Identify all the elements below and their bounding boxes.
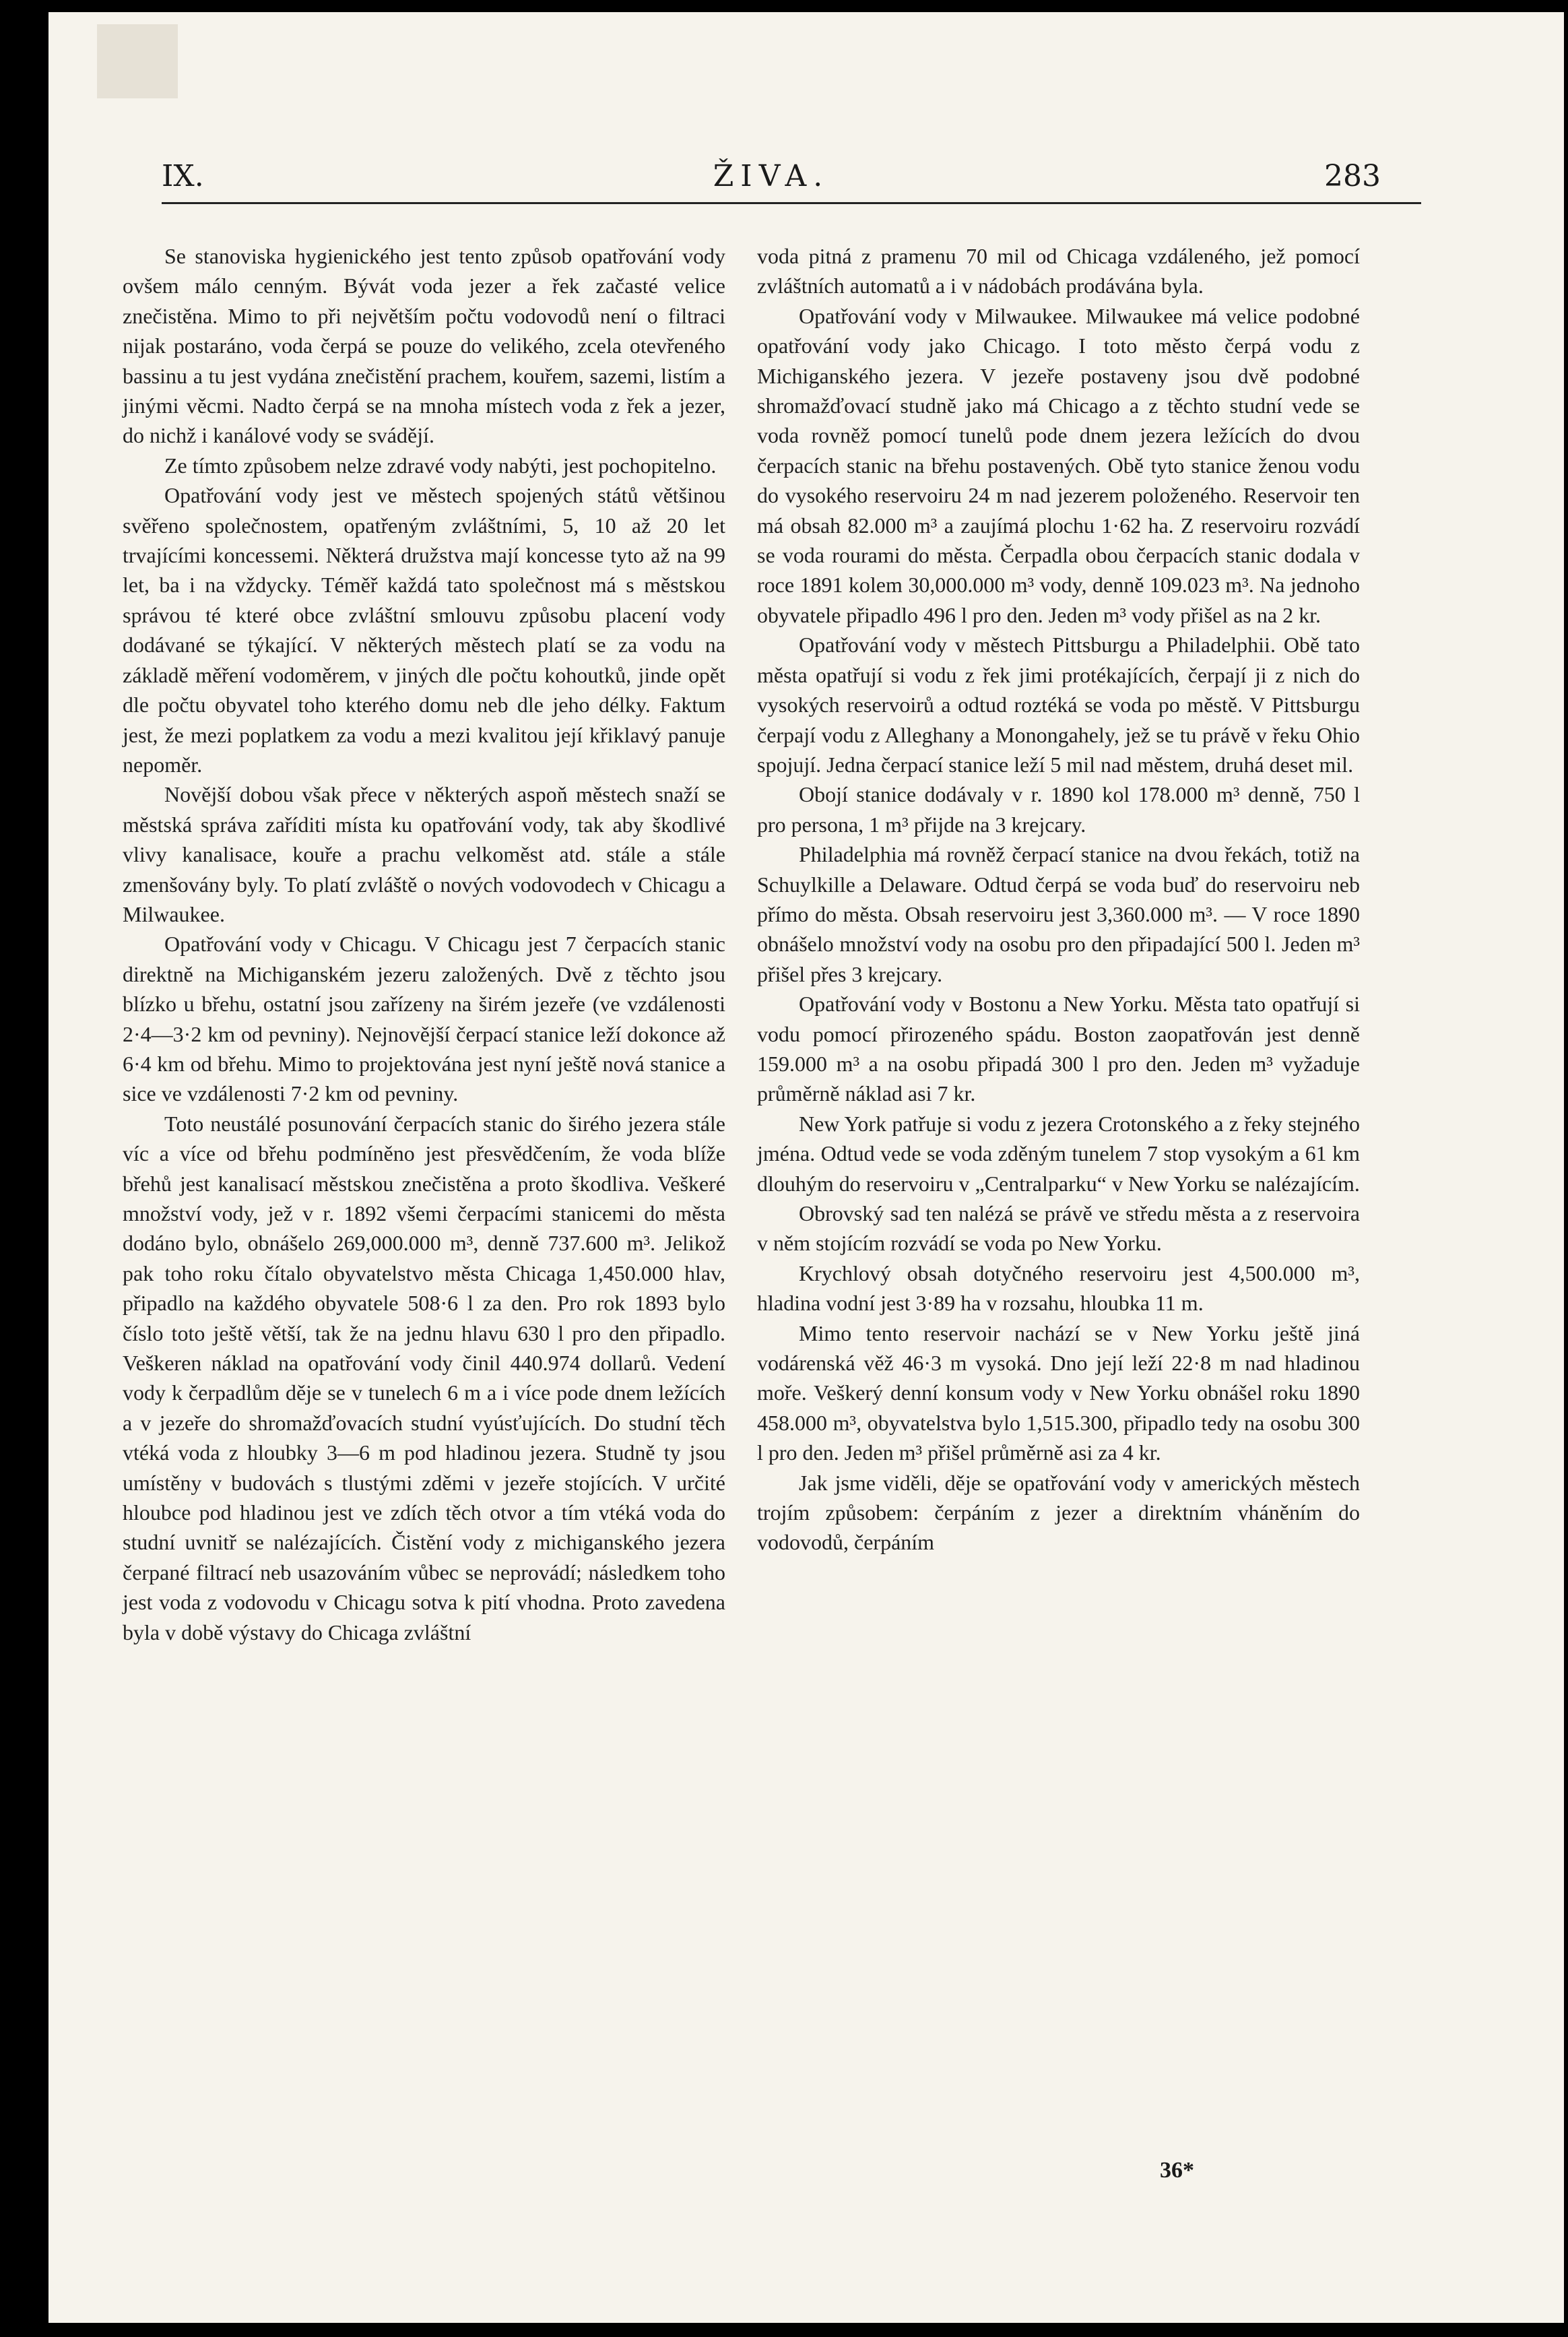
paragraph: Se stanoviska hygienického jest tento způsob opatřování vody ovšem málo cenným. Bývát voda jezer a řek začasté velice znečistěna. Mimo to při největším počtu vodovodů není o filtraci nijak postaráno, voda čerpá se pouze do velikého, zcela otevřeného bassinu a tu jest vydána znečistění prachem, kouřem, sazemi, listím a jinými věcmi. Nadto čerpá se na mnoha místech voda z řek a jezer, do nichž i kanálové vody se svádějí. [123, 244, 725, 448]
paragraph: Opatřování vody v Chicagu. V Chicagu jest 7 čerpacích stanic direktně na Michiganském jezeru založených. Dvě z těchto jsou blízko u břehu, ostatní jsou zařízeny na širém jezeře (ve vzdálenosti 2·4—3·2 km od pevniny). Nejnovější čerpací stanice leží dokonce až 6·4 km od břehu. Mimo to projektována jest nyní ještě nová stanice a sice ve vzdálenosti 7·2 km od pevniny. [123, 932, 725, 1106]
paragraph: Obrovský sad ten nalézá se právě ve středu města a z reservoira v něm stojícím rozvádí se voda po New Yorku. [757, 1201, 1360, 1256]
paragraph: Mimo tento reservoir nachází se v New Yorku ještě jiná vodárenská věž 46·3 m vysoká. Dno její leží 22·8 m nad hladinou moře. Veškerý denní konsum vody v New Yorku obnášel roku 1890 458.000 m³, obyvatelstva bylo 1,515.300, připadlo tedy na osobu 300 l pro den. Jeden m³ přišel průměrně asi za 4 kr. [757, 1320, 1360, 1465]
paragraph: Obojí stanice dodávaly v r. 1890 kol 178.000 m³ denně, 750 l pro persona, 1 m³ přijde na 3 krejcary. [757, 782, 1360, 837]
chapter-number: IX. [162, 159, 204, 193]
paragraph: voda pitná z pramenu 70 mil od Chicaga vzdáleného, jež pomocí zvláštních automatů a i v nádobách prodávána byla. [757, 244, 1360, 298]
signature-mark: 36* [1160, 2158, 1194, 2183]
paragraph: Toto neustálé posunování čerpacích stanic do širého jezera stále víc a více od břehu podmíněno jest přesvědčením, že voda blíže břehů jest kanalisací městskou znečistěna a proto škodliva. Veškeré množství vody, jež v r. 1892 všemi čerpacími stanicemi do města dodáno bylo, obnášelo 269,000.000 m³, denně 737.600 m³. Jelikož pak toho roku čítalo obyvatelstvo města Chicaga 1,450.000 hlav, připadlo na každého obyvatele 508·6 l za den. Pro rok 1893 bylo číslo toto ještě větší, tak že na jednu hlavu 630 l pro den připadlo. Veškeren náklad na opatřování vody činil 440.974 dollarů. Vedení vody k čerpadlům děje se v tunelech 6 m a i více pode dnem ležících a v jezeře do shromažďovacích studní vyúsťujících. Do studní těch vtéká voda z hloubky 3—6 m pod hladinou jezera. Studně ty jsou umístěny v budovách s tlustými zděmi v jezeře stojících. V určité hloubce pod hladinou jest ve zdích těch otvor a tím vtéká voda do studní uvnitř se nalézajících. Čistění vody z michiganského jezera čerpané filtrací neb usazováním vůbec se neprovádí; následkem toho jest voda z vodovodu v Chicagu sotva k pití vhodna. Proto zavedena byla v době výstavy do Chicaga zvláštní [123, 1111, 725, 1644]
right-column [757, 241, 1360, 1558]
paragraph: Opatřování vody jest ve městech spojených států většinou svěřeno společnostem, opatřeným zvláštními, 5, 10 až 20 let trvajícími koncessemi. Některá družstva mají koncesse tyto až na 99 let, ba i na vždycky. Téměř každá tato společnost má s městskou správou té které obce zvláštní smlouvu způsobu placení vody dodávané se týkající. V některých městech platí se za vodu na základě měření vodoměrem, v jiných dle počtu kohoutků, jinde opět dle počtu obyvatel toho kterého domu neb dle jeho délky. Faktum jest, že mezi poplatkem za vodu a mezi kvalitou její křiklavý panuje nepoměr. [123, 483, 725, 777]
paragraph: Krychlový obsah dotyčného reservoiru jest 4,500.000 m³, hladina vodní jest 3·89 ha v rozsahu, hloubka 11 m. [757, 1260, 1360, 1316]
paragraph: Philadelphia má rovněž čerpací stanice na dvou řekách, totiž na Schuylkille a Delaware. Odtud čerpá se voda buď do reservoiru neb přímo do města. Obsah reservoiru jest 3,360.000 m³. — V roce 1890 obnášelo množství vody na osobu pro den připadající 500 l. Jeden m³ přišel přes 3 krejcary. [757, 842, 1360, 986]
paragraph: Opatřování vody v Bostonu a New Yorku. Města tato opatřují si vodu pomocí přirozeného spádu. Boston zaopatřován jest denně 159.000 m³ a na osobu připadá 300 l pro den. Jeden m³ vyžaduje průměrně náklad asi 7 kr. [757, 992, 1360, 1106]
paragraph: Novější dobou však přece v některých aspoň městech snaží se městská správa zaříditi místa ku opatřování vody, tak aby škodlivé vlivy kanalisace, kouře a prachu velkoměst atd. stále a stále zmenšovány byly. To platí zvláště o nových vodovodech v Chicagu a Milwaukee. [123, 782, 725, 926]
scan-corner-mark [97, 24, 178, 98]
page-number: 283 [1324, 159, 1381, 193]
page [48, 12, 1564, 2323]
paragraph: Jak jsme viděli, děje se opatřování vody v amerických městech trojím způsobem: čerpáním z jezer a direktním vháněním do vodovodů, čerpáním [757, 1470, 1360, 1555]
paragraph: Opatřování vody v městech Pittsburgu a Philadelphii. Obě tato města opatřují si vodu z řek jimi protékajících, čerpají ji z nich do vysokých reservoirů a odtud roztéká se voda po městě. V Pittsburgu čerpají vodu z Alleghany a Monongahely, jež se tu právě v řeku Ohio spojují. Jedna čerpací stanice leží 5 mil nad městem, druhá deset mil. [757, 633, 1360, 777]
header-rule [162, 202, 1421, 204]
paragraph: Ze tímto způsobem nelze zdravé vody nabýti, jest pochopitelno. [164, 453, 717, 478]
running-header [162, 159, 1381, 206]
paragraph: Opatřování vody v Milwaukee. Milwaukee má velice podobné opatřování vody jako Chicago. I toto město čerpá vodu z Michiganského jezera. V jezeře postaveny jsou dvě podobné shromažďovací studně jako má Chicago a z těchto studní vede se voda rovněž pomocí tunelů pode dnem jezera ležících do dvou čerpacích stanic na břehu postavených. Obě tyto stanice ženou vodu do vysokého reservoiru 24 m nad jezerem položeného. Reservoir ten má obsah 82.000 m³ a zaujímá plochu 1·62 ha. Z reservoiru rozvádí se voda rourami do města. Čerpadla obou čerpacích stanic dodala v roce 1891 kolem 30,000.000 m³ vody, denně 109.023 m³. Na jednoho obyvatele připadlo 496 l pro den. Jeden m³ vody přišel as na 2 kr. [757, 303, 1360, 627]
journal-title: ŽIVA. [713, 159, 830, 193]
left-column [123, 241, 725, 1647]
paragraph: New York patřuje si vodu z jezera Crotonského a z řeky stejného jména. Odtud vede se voda zděným tunelem 7 stop vysokým a 61 km dlouhým do reservoiru v „Centralparku“ v New Yorku se nalézajícím. [757, 1111, 1360, 1196]
